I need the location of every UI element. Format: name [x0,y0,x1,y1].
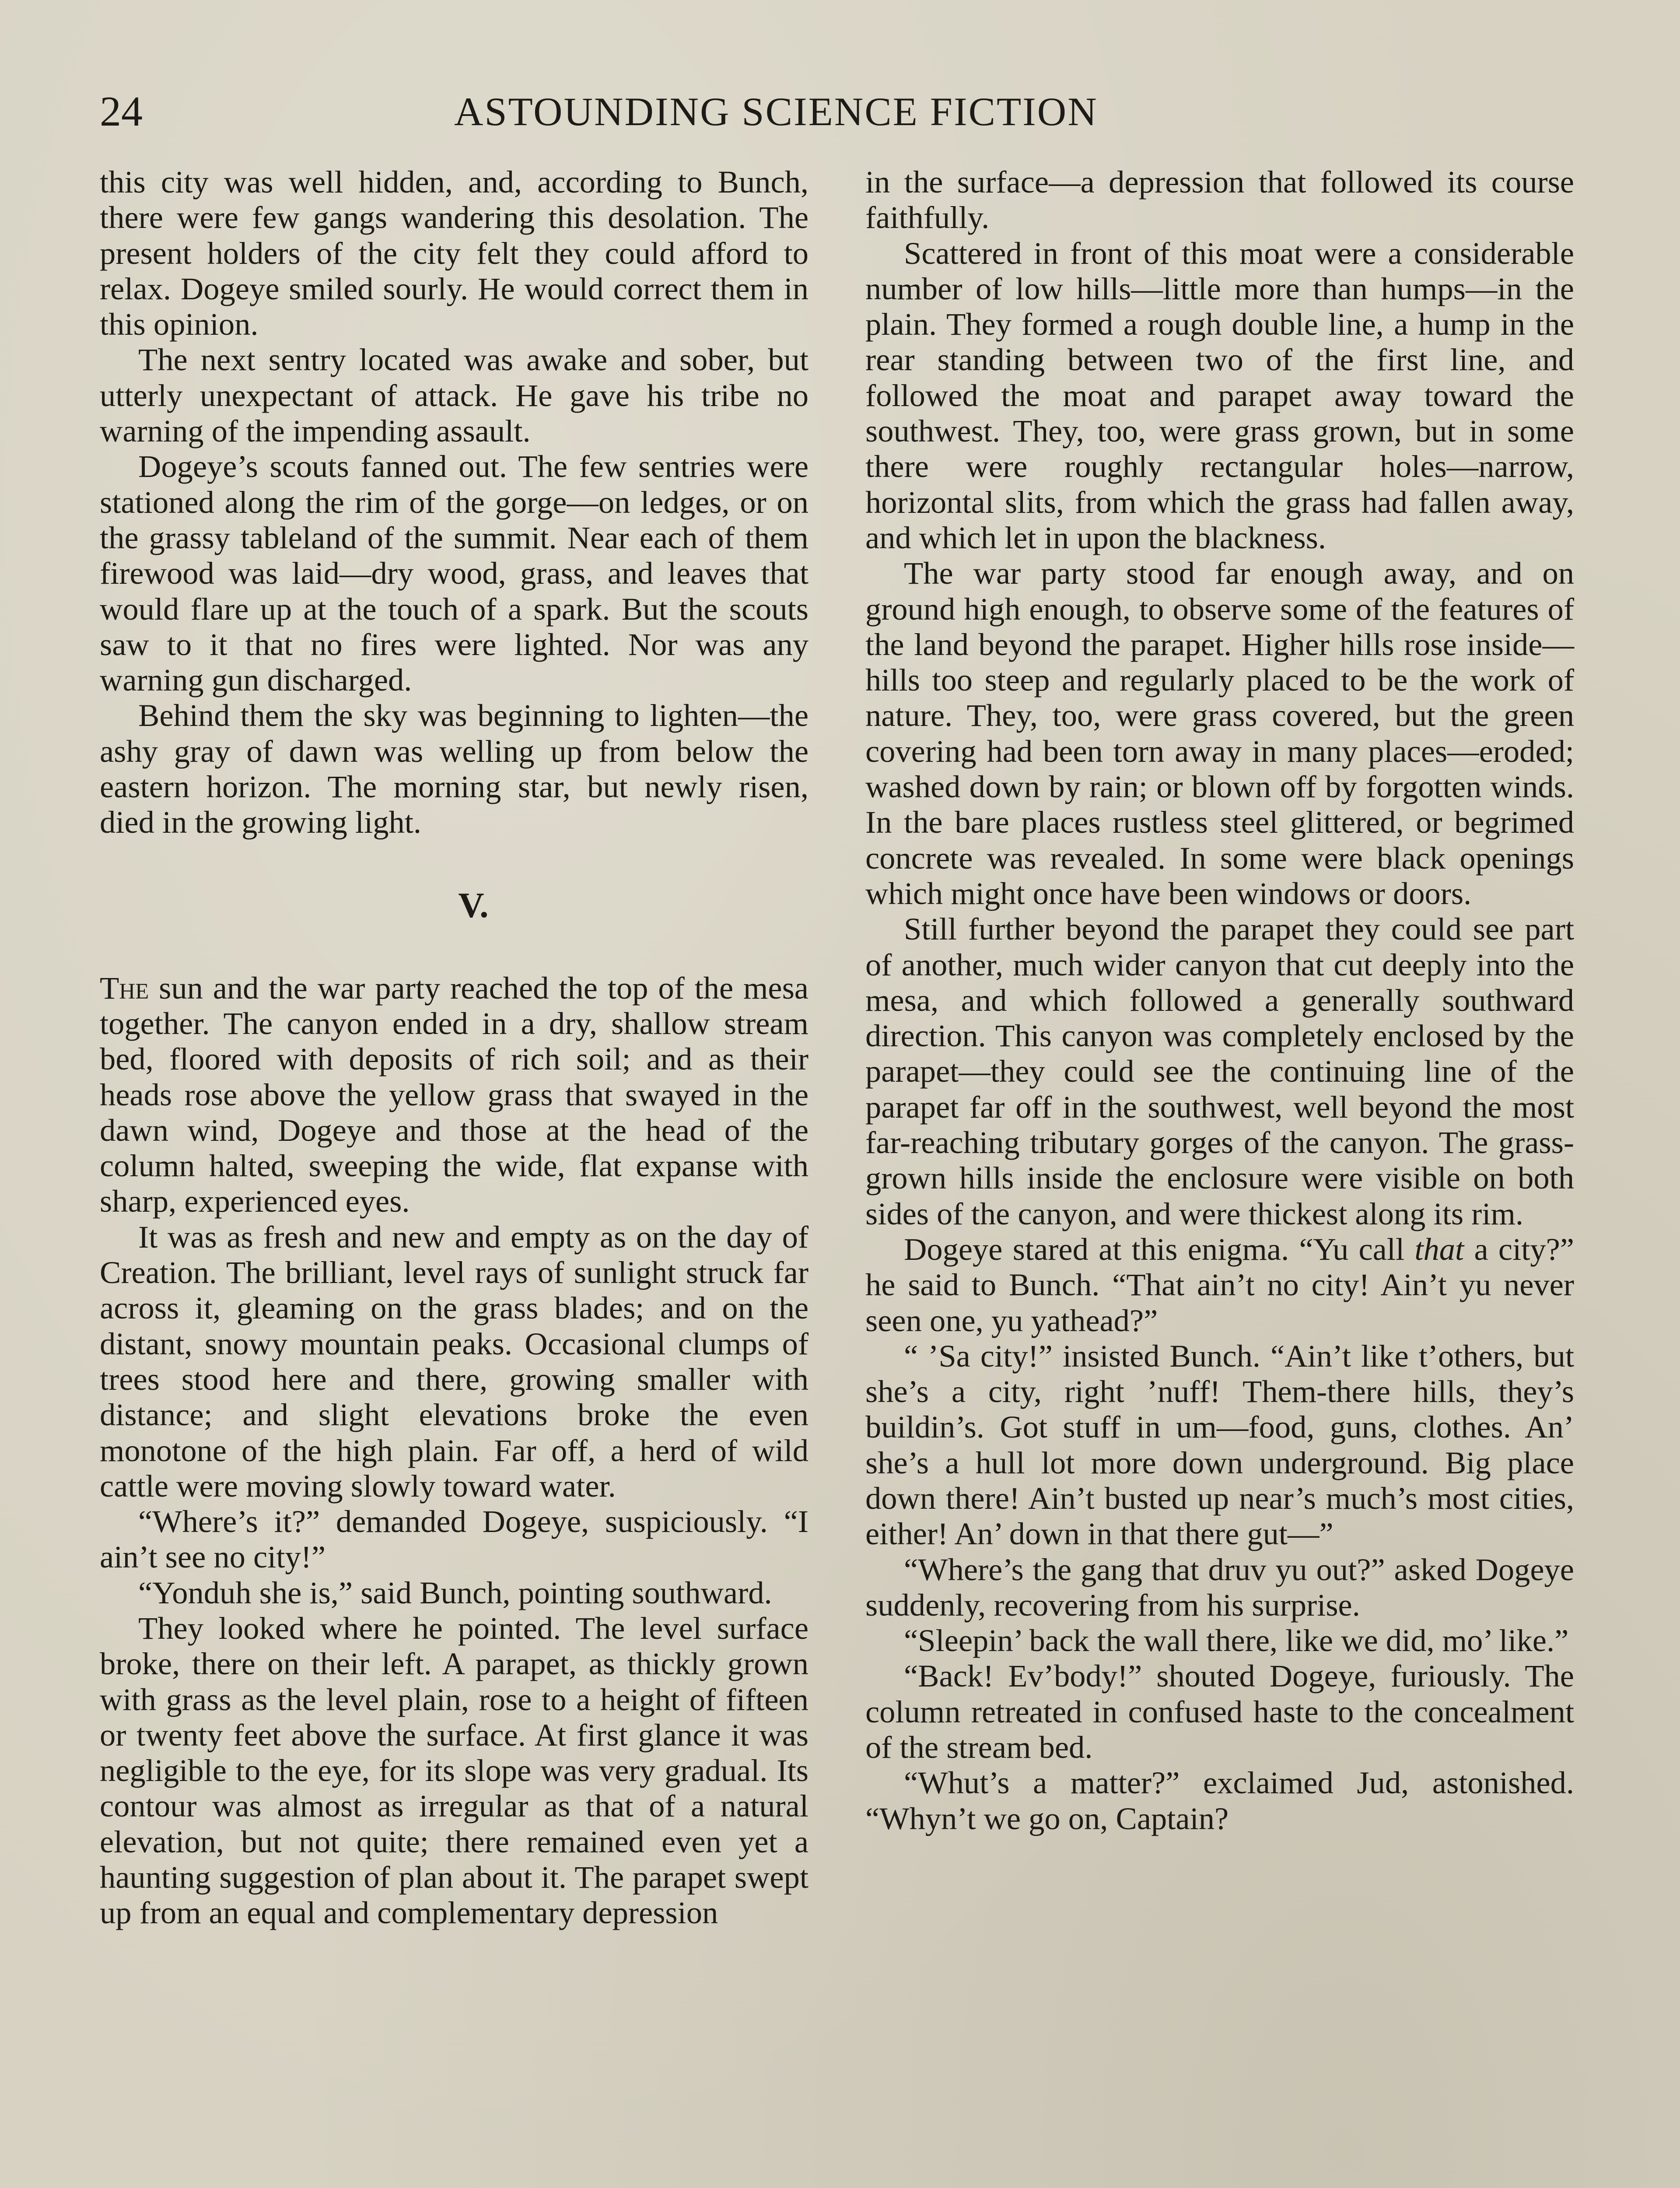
paragraph: It was as fresh and new and empty as on the day of Creation. The brilliant, level rays of sunlight struck far across it, gleaming on the grass blades; and on the distant, snowy mountain peaks. Occasional clumps of trees stood here and there, growing smaller with distance; and slight elevations broke the even monotone of the high plain. Far off, a herd of wild cattle were moving slowly toward water. [100,1219,808,1504]
paragraph: “Where’s the gang that druv yu out?” asked Dogeye suddenly, recovering from his surprise. [865,1551,1574,1623]
paragraph [865,1231,1574,1338]
paragraph: Behind them the sky was beginning to lighten—the ashy gray of dawn was welling up from below the eastern horizon. The morning star, but newly risen, died in the growing light. [100,698,808,840]
paragraph: in the surface—a depression that followed its course faithfully. [865,164,1574,235]
running-title: ASTOUNDING SCIENCE FICTION [454,89,1098,134]
right-column [865,164,1574,1836]
left-column [100,164,808,1931]
paragraph-text: sun and the war party reached the top of the mesa together. The canyon ended in a dry, shallow stream bed, floored with deposits of rich soil; and as their heads rose above the yellow grass that swayed in the dawn wind, Dogeye and those at the head of the column halted, sweeping the wide, flat expanse with sharp, experienced eyes. [100,970,808,1219]
paragraph: “Back! Ev’body!” shouted Dogeye, furiously. The column retreated in confused haste to the concealment of the stream bed. [865,1658,1574,1765]
paragraph: The war party stood far enough away, and on ground high enough, to observe some of the features of the land beyond the parapet. Higher hills rose inside—hills too steep and regularly placed to be the work of nature. They, too, were grass covered, but the green covering had been torn away in many places—eroded; washed down by rain; or blown off by forgotten winds. In the bare places rustless steel glittered, or begrimed concrete was revealed. In some were black openings which might once have been windows or doors. [865,555,1574,911]
paragraph: They looked where he pointed. The level surface broke, there on their left. A parapet, as thickly grown with grass as the level plain, rose to a height of fifteen or twenty feet above the surface. At first glance it was negligible to the eye, for its slope was very gradual. Its contour was almost as irregular as that of a natural elevation, but not quite; there remained even yet a haunting suggestion of plan about it. The parapet swept up from an equal and complementary depression [100,1610,808,1931]
emphasis-text: that [1414,1231,1464,1267]
paragraph-lead-word: The [100,970,149,1006]
paragraph: “Sleepin’ back the wall there, like we did, mo’ like.” [904,1623,1569,1659]
paragraph: “ ’Sa city!” insisted Bunch. “Ain’t like t’others, but she’s a city, right ’nuff! Them-there hills, they’s buildin’s. Got stuff in um—food, guns, clothes. An’ she’s a hull lot more down underground. Big place down there! Ain’t busted up near’s much’s most cities, either! An’ down in that there gut—” [865,1338,1574,1552]
paragraph: Dogeye’s scouts fanned out. The few sentries were stationed along the rim of the gorge—on ledges, or on the grassy tableland of the summit. Near each of them firewood was laid—dry wood, grass, and leaves that would flare up at the touch of a spark. But the scouts saw to it that no fires were lighted. Nor was any warning gun discharged. [100,449,808,698]
paragraph: Still further beyond the parapet they could see part of another, much wider canyon that cut deeply into the mesa, and which followed a generally southward direction. This canyon was completely enclosed by the parapet—they could see the continuing line of the parapet far off in the southwest, well beyond the most far-reaching tributary gorges of the canyon. The grass-grown hills inside the enclosure were visible on both sides of the canyon, and were thickest along its rim. [865,911,1574,1231]
paragraph: The next sentry located was awake and sober, but utterly unexpectant of attack. He gave his tribe no warning of the impending assault. [100,342,808,449]
paragraph: Scattered in front of this moat were a considerable number of low hills—little more than humps—in the plain. They formed a rough double line, a hump in the rear standing between two of the first line, and followed the moat and parapet away toward the southwest. They, too, were grass grown, but in some there were roughly rectangular holes—narrow, horizontal slits, from which the grass had fallen away, and which let in upon the blackness. [865,235,1574,555]
page-number: 24 [100,88,143,135]
paragraph: “Whut’s a matter?” exclaimed Jud, astonished. “Whyn’t we go on, Captain? [865,1765,1574,1836]
section-heading: V. [458,885,489,925]
paragraph-text: Dogeye stared at this enigma. “Yu call [904,1231,1415,1267]
paragraph: this city was well hidden, and, according to Bunch, there were few gangs wandering this desolation. The present holders of the city felt they could afford to relax. Dogeye smiled sourly. He would correct them in this opinion. [100,164,808,342]
paragraph: “Yonduh she is,” said Bunch, pointing southward. [138,1574,772,1610]
paragraph [100,970,808,1219]
page-header [100,83,1587,149]
paragraph-text: a city?” he said to Bunch. “That ain’t no city! Ain’t yu never seen one, yu yathead?” [865,1231,1574,1338]
paragraph: “Where’s it?” demanded Dogeye, suspiciously. “I ain’t see no city!” [100,1504,808,1575]
